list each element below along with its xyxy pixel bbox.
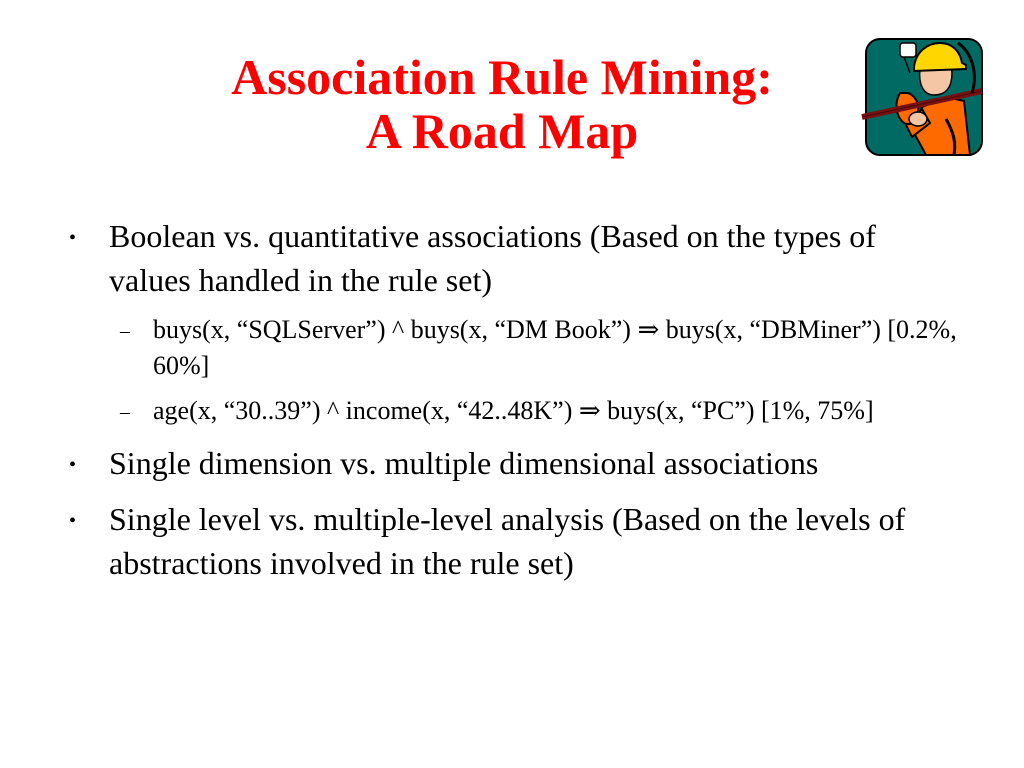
sub-marker: – xyxy=(120,401,130,423)
sub-item-2 xyxy=(120,393,958,429)
bullet-item-2 xyxy=(0,441,954,485)
title-line-1: Association Rule Mining: xyxy=(231,49,773,105)
sub-item-text-1: buys(x, “SQLServer”) ^ buys(x, “DM Book”) ⇒ buys(x, “DBMiner”) [0.2%, 60%] xyxy=(153,315,957,380)
title-line-2: A Road Map xyxy=(365,103,639,159)
bullet-marker: • xyxy=(69,510,77,532)
sub-list xyxy=(109,312,957,429)
sub-marker: – xyxy=(120,320,130,342)
bullet-item-1 xyxy=(0,214,957,429)
sub-item-1 xyxy=(120,312,958,384)
sub-item-text-2: age(x, “30..39”) ^ income(x, “42..48K”) ⇒ buys(x, “PC”) [1%, 75%] xyxy=(153,396,874,425)
bullet-text-2: Single dimension vs. multiple dimensional associations xyxy=(109,445,819,481)
bullet-marker: • xyxy=(69,454,77,476)
slide-body xyxy=(0,214,1024,597)
bullet-marker: • xyxy=(69,227,77,249)
bullet-item-3 xyxy=(0,497,954,585)
bullet-text-3: Single level vs. multiple-level analysis (Based on the levels of abstractions involved in the rule set) xyxy=(109,501,906,581)
miner-with-pickaxe-icon xyxy=(860,37,986,159)
slide-title xyxy=(0,50,1004,158)
bullet-text-1: Boolean vs. quantitative associations (Based on the types of values handled in the rule set) xyxy=(109,218,876,298)
